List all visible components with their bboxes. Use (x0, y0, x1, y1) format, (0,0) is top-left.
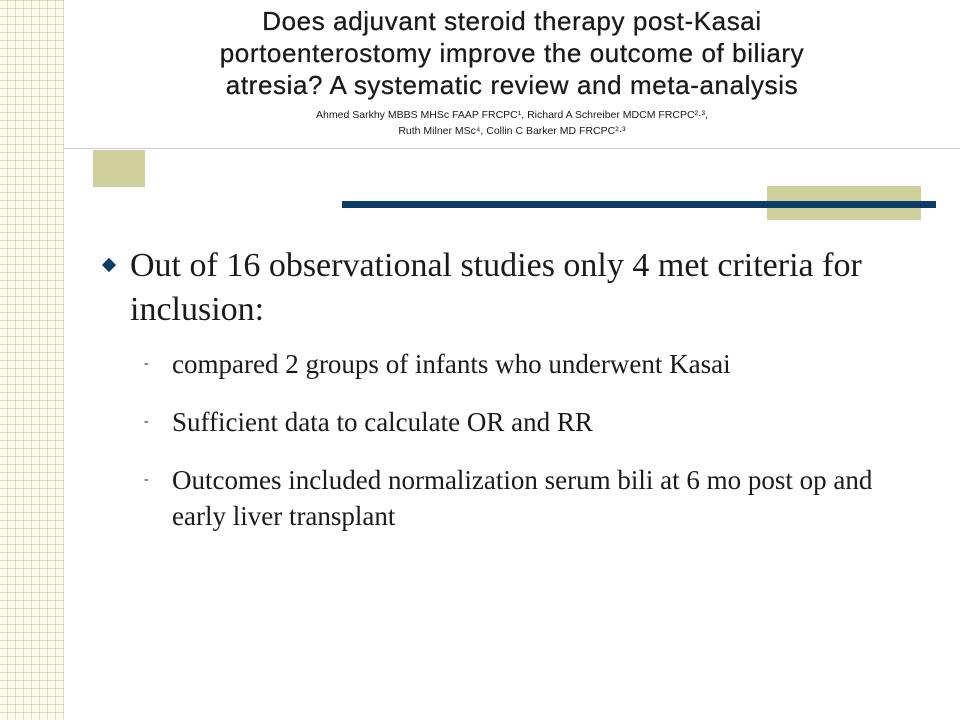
sub-bullet-item (144, 462, 920, 534)
paper-authors-line-2: Ruth Milner MSc⁴, Collin C Barker MD FRCPC²·³ (398, 125, 626, 137)
dash-bullet-icon: - (144, 414, 149, 429)
dash-bullet-icon: - (144, 472, 149, 487)
sub-bullet-item (144, 346, 920, 382)
paper-title-line-3: atresia? A systematic review and meta-analysis (225, 70, 799, 100)
title-divider (64, 148, 960, 149)
main-bullet (100, 244, 920, 332)
accent-bar (342, 201, 936, 208)
decorative-square-left (93, 150, 145, 187)
main-bullet-text: Out of 16 observational studies only 4 met criteria for inclusion: (130, 247, 862, 328)
paper-title-line-1: Does adjuvant steroid therapy post-Kasai (262, 6, 762, 36)
paper-title-line-2: portoenterostomy improve the outcome of biliary (219, 38, 805, 68)
sub-bullet-text: Sufficient data to calculate OR and RR (172, 407, 593, 437)
sub-bullet-text: Outcomes included normalization serum bili at 6 mo post op and early liver transplant (172, 465, 873, 531)
sub-bullet-item (144, 404, 920, 440)
dash-bullet-icon: - (144, 356, 149, 371)
paper-title-image (64, 0, 960, 150)
slide-content (100, 244, 920, 556)
paper-authors-line-1: Ahmed Sarkhy MBBS MHSc FAAP FRCPC¹, Richard A Schreiber MDCM FRCPC²·³, (316, 109, 708, 121)
sub-bullet-text: compared 2 groups of infants who underwent Kasai (172, 349, 731, 379)
diamond-bullet-icon (102, 258, 116, 272)
left-stripe-decoration (0, 0, 64, 720)
sub-bullet-list (100, 346, 920, 534)
